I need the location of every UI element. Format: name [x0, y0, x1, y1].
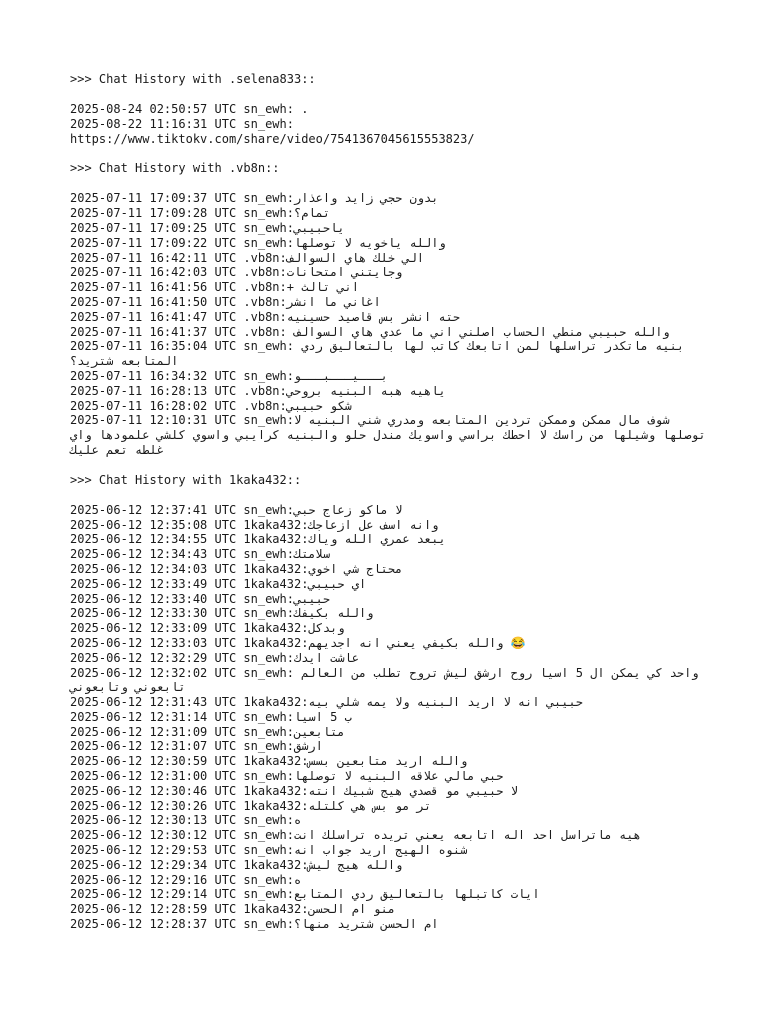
- chat-message-line: 2025-06-12 12:29:14 UTC sn_ewh:ايات كاتبلها بالتعاليق ردي المتابع: [70, 887, 540, 902]
- chat-message-line: 2025-06-12 12:32:02 UTC sn_ewh: واحد كي يمكن ال 5 اسيا روح ارشق ليش تروح تطلب من العالم تابعوني وتابعوني: [70, 665, 706, 695]
- chat-message-line: https://www.tiktokv.com/share/video/7541367045615553823/: [70, 131, 475, 146]
- chat-message-line: 2025-06-12 12:31:43 UTC 1kaka432:حبيبي انه لا اريد البنيه ولا يمه شلي بيه: [70, 695, 583, 710]
- chat-message-line: 2025-07-11 17:09:37 UTC sn_ewh:بدون حجي زايد واعذار: [70, 191, 439, 206]
- chat-message-list: [70, 191, 713, 457]
- chat-section-header: >>> Chat History with .selena833::: [70, 72, 316, 86]
- chat-message-line: 2025-08-24 02:50:57 UTC sn_ewh: .: [70, 102, 309, 116]
- chat-section: [70, 161, 713, 457]
- chat-message-line: 2025-06-12 12:31:09 UTC sn_ewh:متابعين: [70, 724, 345, 739]
- chat-message-list: [70, 503, 710, 932]
- chat-message-line: 2025-07-11 17:09:25 UTC sn_ewh:ياحبيبي: [70, 220, 345, 235]
- chat-message-line: 2025-07-11 16:41:56 UTC .vb8n:+ اني تالث: [70, 280, 359, 295]
- chat-message-line: 2025-07-11 16:35:04 UTC sn_ewh: بنيه ماتكدر تراسلها لمن اتابعك كاتب لها بالتعاليق ردي المتابعه شتريد؟: [70, 339, 692, 369]
- chat-message-line: 2025-06-12 12:31:07 UTC sn_ewh:ارشق: [70, 739, 323, 754]
- chat-message-line: 2025-06-12 12:37:41 UTC sn_ewh:لا ماكو زعاج حبي: [70, 502, 403, 517]
- chat-message-line: 2025-06-12 12:30:26 UTC 1kaka432:تر مو بس هي كلتله: [70, 798, 432, 813]
- chat-message-line: 2025-06-12 12:33:03 UTC 1kaka432:والله بكيفي يعني انه اجديهم 😂: [70, 635, 526, 650]
- chat-history-document: [70, 72, 713, 947]
- chat-message-line: 2025-06-12 12:34:55 UTC 1kaka432:يبعد عمري الله وياك: [70, 532, 446, 547]
- chat-message-line: 2025-07-11 12:10:31 UTC sn_ewh:شوف مال ممكن وممكن تردين المتابعه ومدري شني البنيه لا توصلها وشيلها من راسك لا احطك براسي واسويك مندل حلو والبنيه كرايبي واسوي كلشي علمودها واي غلطه تعم عليك: [70, 413, 713, 457]
- chat-message-line: 2025-06-12 12:34:43 UTC sn_ewh:سلامتك: [70, 547, 331, 562]
- chat-message-line: 2025-06-12 12:30:13 UTC sn_ewh:ه: [70, 813, 302, 828]
- chat-message-line: 2025-07-11 16:41:37 UTC .vb8n: والله حبيبي منطي الحساب اصلني اني ما عدي هاي السوالف: [70, 324, 670, 339]
- chat-message-list: [70, 102, 710, 146]
- chat-message-line: 2025-07-11 16:34:32 UTC sn_ewh:بـــيـــبـــو: [70, 368, 388, 383]
- chat-message-line: 2025-06-12 12:29:16 UTC sn_ewh:ه: [70, 872, 302, 887]
- chat-message-line: 2025-07-11 16:42:03 UTC .vb8n:وجايتني امتحانات: [70, 265, 403, 280]
- chat-message-line: 2025-06-12 12:28:59 UTC 1kaka432:منو ام الحسن: [70, 902, 396, 917]
- chat-message-line: 2025-06-12 12:33:30 UTC sn_ewh:والله بكيفك: [70, 606, 374, 621]
- chat-message-line: 2025-06-12 12:31:00 UTC sn_ewh:حبي مالي علاقه البنيه لا توصلها: [70, 769, 504, 784]
- chat-message-line: 2025-06-12 12:30:12 UTC sn_ewh:هيه ماتراسل احد اله اتابعه يعني تريده تراسلك انت: [70, 828, 641, 843]
- chat-message-line: 2025-07-11 16:41:50 UTC .vb8n:اغاني ما انشر: [70, 294, 381, 309]
- chat-message-line: 2025-06-12 12:29:34 UTC 1kaka432:والله هيج ليش: [70, 857, 403, 872]
- chat-message-line: 2025-07-11 17:09:28 UTC sn_ewh:تمام؟: [70, 206, 331, 221]
- chat-message-line: 2025-07-11 17:09:22 UTC sn_ewh:والله ياخويه لا توصلها: [70, 235, 446, 250]
- chat-message-line: 2025-07-11 16:28:02 UTC .vb8n:شكو حبيبي: [70, 398, 352, 413]
- chat-message-line: 2025-06-12 12:30:46 UTC 1kaka432:لا حبيبي مو قصدي هيج شبيك انته: [70, 783, 518, 798]
- chat-message-line: 2025-06-12 12:29:53 UTC sn_ewh:شنوه الهيج اريد جواب انه: [70, 843, 468, 858]
- chat-message-line: 2025-06-12 12:28:37 UTC sn_ewh:ام الحسن شتريد منها؟: [70, 917, 439, 932]
- chat-message-line: 2025-06-12 12:33:49 UTC 1kaka432:اي حبيبي: [70, 576, 367, 591]
- chat-section-header: >>> Chat History with 1kaka432::: [70, 472, 302, 487]
- chat-message-line: 2025-06-12 12:32:29 UTC sn_ewh:عاشت ايدك: [70, 650, 359, 665]
- chat-message-line: 2025-06-12 12:30:59 UTC 1kaka432:والله اريد متابعين بسس: [70, 754, 468, 769]
- chat-message-line: 2025-06-12 12:35:08 UTC 1kaka432:وانه اسف عل ازعاجك: [70, 517, 439, 532]
- chat-message-line: 2025-06-12 12:33:09 UTC 1kaka432:وبدكل: [70, 621, 345, 636]
- chat-message-line: 2025-07-11 16:41:47 UTC .vb8n:حته انشر بس قاصيد حسينيه: [70, 309, 461, 324]
- chat-message-line: 2025-07-11 16:28:13 UTC .vb8n:ياهيه هبه البنيه بروحي: [70, 383, 446, 398]
- chat-message-line: 2025-08-22 11:16:31 UTC sn_ewh:: [70, 116, 294, 131]
- chat-message-line: 2025-06-12 12:31:14 UTC sn_ewh:ب 5 اسيا: [70, 709, 352, 724]
- chat-section: [70, 72, 710, 146]
- chat-message-line: 2025-06-12 12:33:40 UTC sn_ewh:حبيبي: [70, 591, 331, 606]
- chat-message-line: 2025-06-12 12:34:03 UTC 1kaka432:محتاج شي اخوي: [70, 561, 403, 576]
- chat-section: [70, 473, 710, 932]
- chat-section-header: >>> Chat History with .vb8n::: [70, 161, 280, 176]
- chat-message-line: 2025-07-11 16:42:11 UTC .vb8n:الي خلك هاي السوالف: [70, 250, 425, 265]
